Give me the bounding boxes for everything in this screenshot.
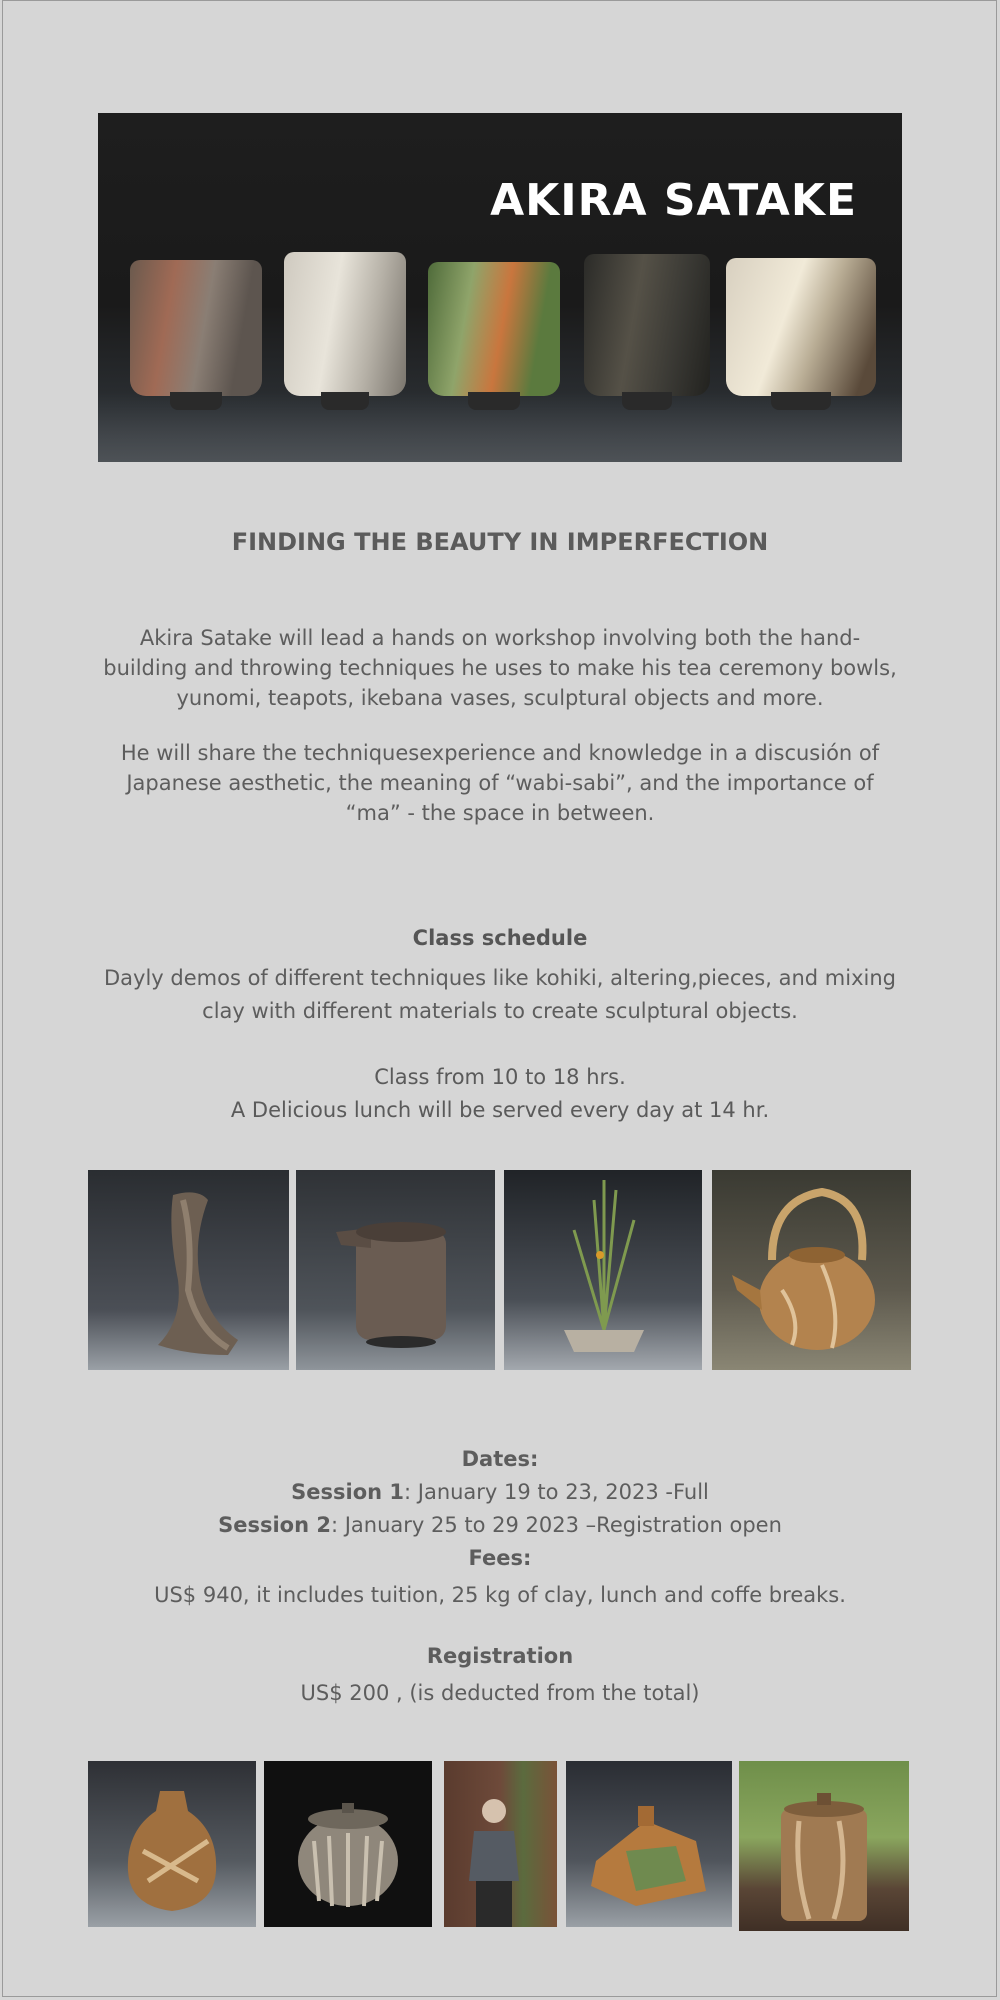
class-hours-text: Class from 10 to 18 hrs. (374, 1065, 626, 1089)
tea-cup-5 (726, 258, 876, 410)
dates-title: Dates: (461, 1447, 539, 1471)
session-1 (60, 1476, 940, 1509)
session-2-label: Session 2 (218, 1513, 331, 1537)
lunch-text: A Delicious lunch will be served every day at 14 hr. (230, 1098, 770, 1122)
ikebana-photo (504, 1170, 702, 1370)
class-hours (60, 1061, 940, 1127)
artist-portrait-photo (444, 1761, 557, 1927)
banner-image (98, 113, 902, 462)
session-1-label: Session 1 (291, 1480, 404, 1504)
intro-paragraph-2: He will share the techniquesexperience and knowledge in a discusión of Japanese aesthetic, the meaning of “wabi-sabi”, and the importance of “ma” - the space in between. (120, 741, 880, 825)
tea-cup-2 (284, 252, 406, 410)
registration-text: US$ 200 , (is deducted from the total) (300, 1681, 700, 1705)
schedule-description: Dayly demos of different techniques like kohiki, altering,pieces, and mixing clay with different materials to create sculptural objects. (104, 966, 896, 1023)
sculptural-vessel-photo (566, 1761, 732, 1927)
intro-paragraph-1: Akira Satake will lead a hands on workshop involving both the hand-building and throwing techniques he uses to make his tea ceremony bowls, yunomi, teapots, ikebana vases, sculptural objects and more. (103, 626, 897, 710)
page-headline: FINDING THE BEAUTY IN IMPERFECTION (231, 528, 769, 556)
wood-box-photo (739, 1761, 909, 1931)
tea-cup-3 (428, 262, 560, 410)
lidded-jar-photo (264, 1761, 432, 1927)
banner-title: AKIRA SATAKE (490, 175, 857, 226)
fees-title: Fees: (468, 1546, 532, 1570)
session-2-text: : January 25 to 29 2023 –Registration open (330, 1513, 782, 1537)
teapot-photo (712, 1170, 911, 1370)
tea-cup-4 (584, 254, 710, 410)
session-2 (60, 1509, 940, 1542)
registration-title: Registration (426, 1644, 574, 1668)
session-1-text: : January 19 to 23, 2023 -Full (404, 1480, 709, 1504)
schedule-title: Class schedule (412, 926, 588, 950)
sculpture-photo (88, 1170, 289, 1370)
dates-section (60, 1443, 940, 1710)
pitcher-photo (296, 1170, 495, 1370)
tea-cup-1 (130, 260, 262, 410)
vase-photo (88, 1761, 256, 1927)
fees-text: US$ 940, it includes tuition, 25 kg of clay, lunch and coffe breaks. (154, 1583, 846, 1607)
